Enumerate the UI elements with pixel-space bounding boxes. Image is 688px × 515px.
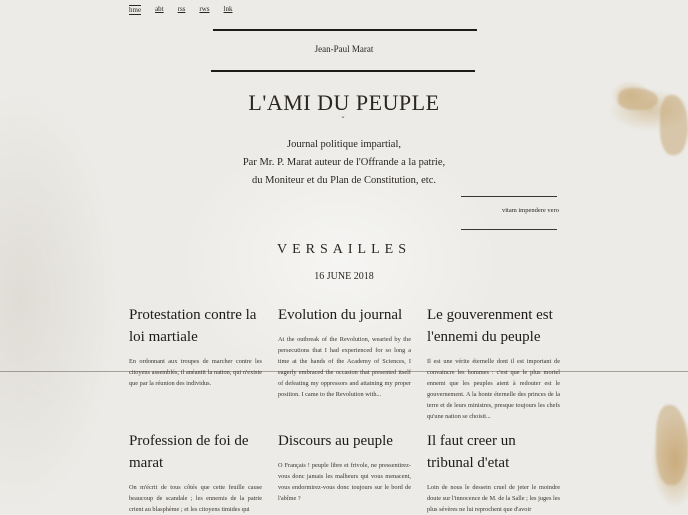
- article-excerpt: Il est une vérite éternelle dont il est important de convaincre les hommes : c'est que le plus mortel ennemi que les peuples aient à redouter est le gouvernement. A la honte éternelle des princes de la terre et de leurs ministres, presque toujours les chefs qu'une nation se choisit...: [427, 358, 560, 420]
- article-title[interactable]: Evolution du journal: [278, 307, 403, 323]
- article-title[interactable]: Profession de foi de marat: [129, 433, 249, 471]
- article-excerpt: En ordonnant aux troupes de marcher contre les citoyens assemblés, il anéantit la nation, qui n'existe que par la réunion des individus.: [129, 358, 262, 387]
- article-card[interactable]: [427, 304, 560, 422]
- header-rule-top: [213, 29, 477, 31]
- subtitle-line: du Moniteur et du Plan de Constitution, etc.: [251, 175, 437, 186]
- article-title[interactable]: Il faut creer un tribunal d'etat: [427, 433, 516, 471]
- edition-date: 16 JUNE 2018: [314, 271, 374, 282]
- motto: vitam impendere vero: [501, 207, 559, 214]
- article-title[interactable]: Protestation contre la loi martiale: [129, 307, 257, 345]
- nav-about[interactable]: abt: [155, 5, 164, 13]
- article-card[interactable]: [278, 304, 411, 400]
- ornament-icon: ˘: [341, 116, 345, 125]
- nav-reviews[interactable]: rws: [199, 5, 210, 13]
- header-rule-bottom: [211, 70, 475, 72]
- article-excerpt: Loin de nous le dessein cruel de jeter le moindre doute sur l'innocence de M. de la Salle ; les juges les plus sévères ne lui reprochent que d'avoir: [427, 484, 560, 513]
- author-name: Jean-Paul Marat: [314, 44, 374, 54]
- edition-city: VERSAILLES: [277, 242, 411, 257]
- top-nav: [129, 5, 246, 15]
- nav-links[interactable]: lnk: [223, 5, 233, 13]
- nav-rss[interactable]: rss: [177, 5, 186, 13]
- article-excerpt: At the outbreak of the Revolution, wearied by the persecutions that I had experienced for so long a time at the hands of the Academy of Sciences, I eagerly embraced the occasion that presented itself of defeating my oppressors and attaining my proper position. I came to the Revolution with...: [278, 336, 411, 398]
- article-title[interactable]: Discours au peuple: [278, 433, 393, 449]
- nav-home[interactable]: hme: [129, 6, 142, 14]
- subtitle: [0, 136, 688, 190]
- subtitle-line: Par Mr. P. Marat auteur de l'Offrande a la patrie,: [242, 157, 446, 168]
- article-card[interactable]: [427, 430, 560, 515]
- article-card[interactable]: [278, 430, 411, 504]
- masthead-title: L'AMI DU PEUPLE: [248, 90, 440, 115]
- paper-stain: [656, 405, 688, 485]
- subtitle-line: Journal politique impartial,: [286, 139, 402, 150]
- motto-rule-top: [461, 196, 557, 197]
- article-card[interactable]: [129, 430, 262, 515]
- article-title[interactable]: Le gouverenment est l'ennemi du peuple: [427, 307, 553, 345]
- article-card[interactable]: [129, 304, 262, 389]
- motto-rule-bottom: [461, 229, 557, 230]
- article-excerpt: On m'écrit de tous côtés que cette feuille cause beaucoup de scandale ; les ennemis de la patrie crient au blasphème ; et les citoyens timides qui: [129, 484, 262, 513]
- article-excerpt: O Français ! peuple libre et frivole, ne pressentirez-vous donc jamais les malheurs qui vous menacent, vous endormirez-vous donc toujours sur le bord de l'abîme ?: [278, 462, 411, 502]
